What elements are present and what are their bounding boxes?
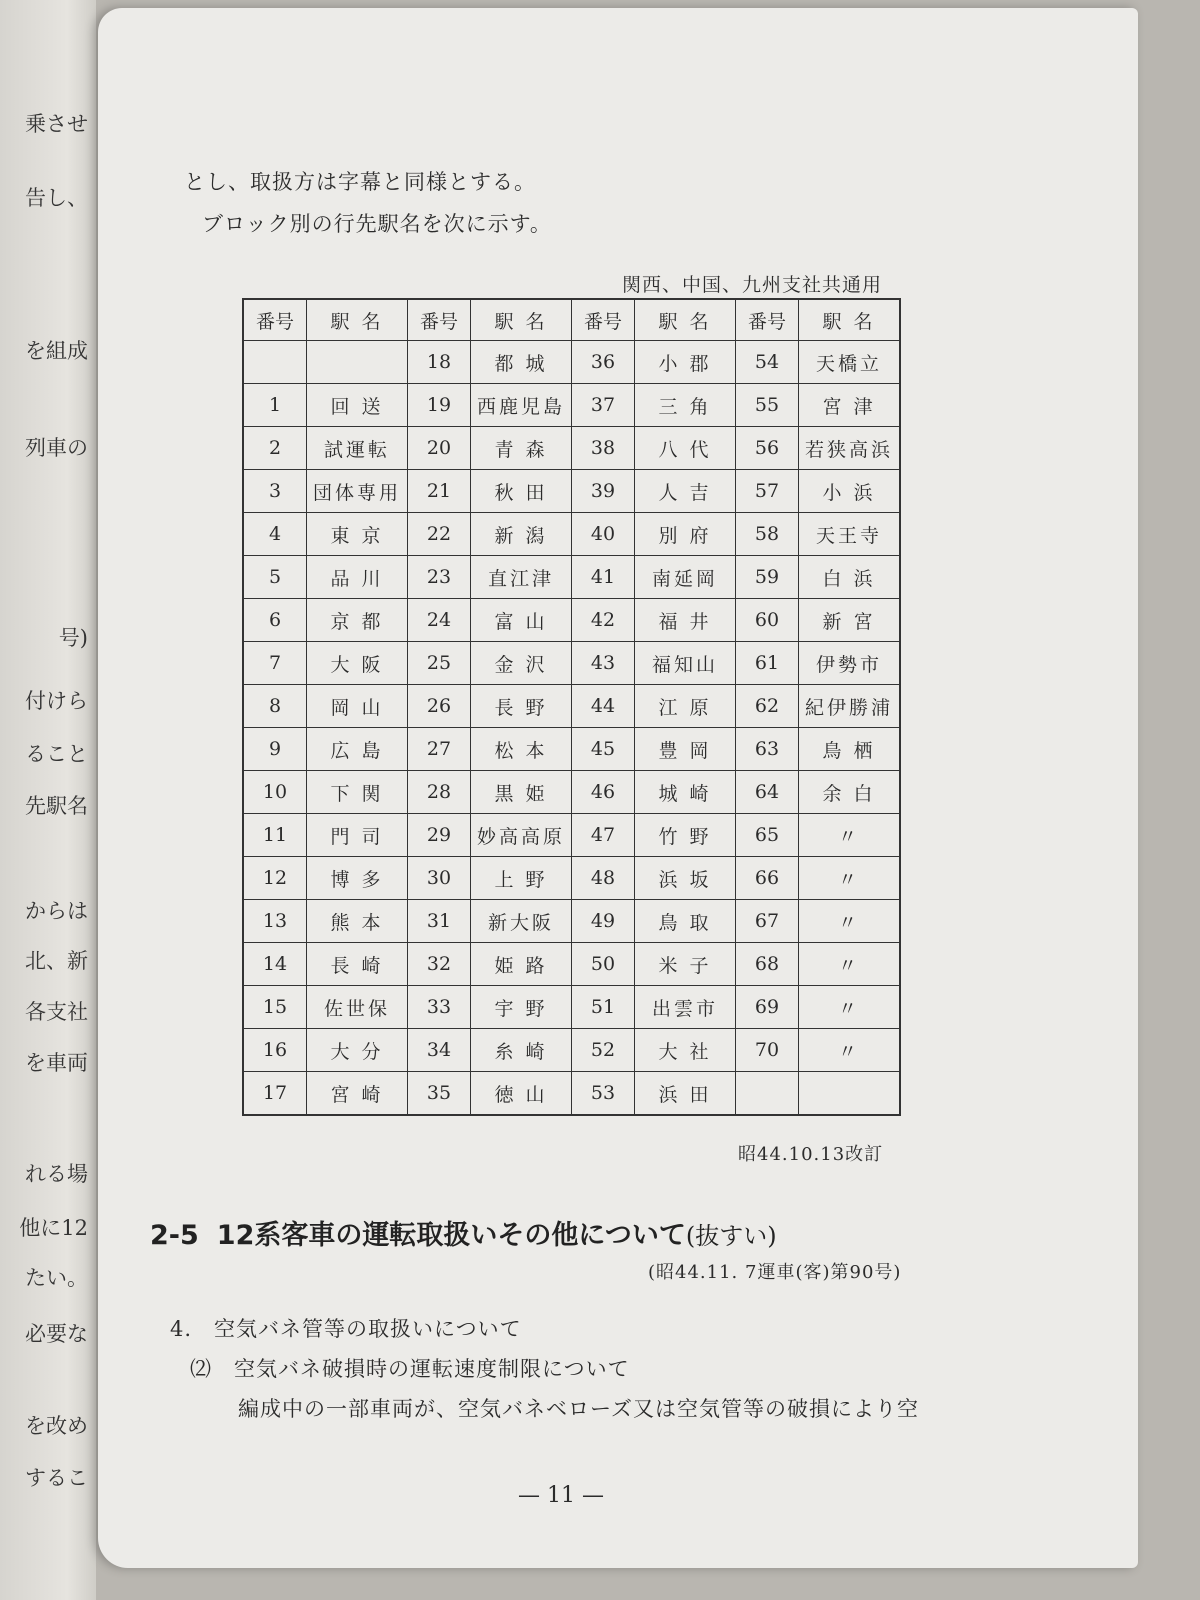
table-row <box>243 427 900 470</box>
number-cell: 52 <box>572 1029 635 1072</box>
number-cell: 51 <box>572 986 635 1029</box>
table-row <box>243 900 900 943</box>
number-cell: 41 <box>572 556 635 599</box>
left-fragment: 北、新 <box>25 949 88 973</box>
number-cell: 4 <box>243 513 307 556</box>
station-name-cell: 東 京 <box>307 513 408 556</box>
item-4-2: ⑵ 空気バネ破損時の運転速度制限について <box>190 1357 630 1381</box>
section-number: 2-5 <box>150 1220 199 1251</box>
number-cell: 68 <box>736 943 799 986</box>
number-cell: 8 <box>243 685 307 728</box>
table-row <box>243 943 900 986</box>
number-cell: 17 <box>243 1072 307 1116</box>
table-row <box>243 470 900 513</box>
station-name-cell: 博 多 <box>307 857 408 900</box>
station-name-cell: 団体専用 <box>307 470 408 513</box>
station-name-cell: 富 山 <box>471 599 572 642</box>
item-4-2-text: 編成中の一部車両が、空気バネベローズ又は空気管等の破損により空 <box>238 1397 919 1421</box>
station-name-cell: 紀伊勝浦 <box>799 685 901 728</box>
station-name-cell: 糸 崎 <box>471 1029 572 1072</box>
table-row <box>243 685 900 728</box>
left-fragment: 他に12 <box>19 1216 88 1240</box>
left-fragment: するこ <box>25 1466 88 1490</box>
station-name-cell: 浜 坂 <box>635 857 736 900</box>
table-row <box>243 1029 900 1072</box>
number-cell <box>243 341 307 384</box>
station-name-cell: 門 司 <box>307 814 408 857</box>
number-cell: 67 <box>736 900 799 943</box>
header-station-name: 駅 名 <box>307 299 408 341</box>
number-cell: 7 <box>243 642 307 685</box>
left-fragment: 各支社 <box>25 1000 88 1024</box>
document-page <box>98 8 1138 1568</box>
left-fragment: れる場 <box>25 1162 88 1186</box>
number-cell: 10 <box>243 771 307 814</box>
station-name-cell: 秋 田 <box>471 470 572 513</box>
station-name-cell: 新 潟 <box>471 513 572 556</box>
table-row <box>243 642 900 685</box>
station-name-cell: 出雲市 <box>635 986 736 1029</box>
number-cell: 59 <box>736 556 799 599</box>
left-fragment: たい。 <box>25 1266 88 1290</box>
number-cell: 16 <box>243 1029 307 1072</box>
number-cell: 21 <box>408 470 471 513</box>
station-name-cell: 大 分 <box>307 1029 408 1072</box>
station-name-cell: 熊 本 <box>307 900 408 943</box>
left-fragment: 先駅名 <box>25 794 88 818</box>
station-name-cell: 〃 <box>799 986 901 1029</box>
station-name-cell: 〃 <box>799 900 901 943</box>
number-cell: 70 <box>736 1029 799 1072</box>
number-cell: 19 <box>408 384 471 427</box>
station-name-cell: 回 送 <box>307 384 408 427</box>
number-cell: 32 <box>408 943 471 986</box>
left-fragment: からは <box>25 899 88 923</box>
header-station-name: 駅 名 <box>799 299 901 341</box>
number-cell: 69 <box>736 986 799 1029</box>
number-cell: 57 <box>736 470 799 513</box>
table-row <box>243 728 900 771</box>
table-header-row <box>243 299 900 341</box>
station-name-cell: 広 島 <box>307 728 408 771</box>
number-cell: 5 <box>243 556 307 599</box>
header-number: 番号 <box>736 299 799 341</box>
station-name-cell: 佐世保 <box>307 986 408 1029</box>
station-name-cell: 天王寺 <box>799 513 901 556</box>
number-cell: 29 <box>408 814 471 857</box>
station-name-cell: 米 子 <box>635 943 736 986</box>
revision-note: 昭44.10.13改訂 <box>738 1144 884 1165</box>
header-station-name: 駅 名 <box>635 299 736 341</box>
station-name-cell: 小 浜 <box>799 470 901 513</box>
station-name-cell: 豊 岡 <box>635 728 736 771</box>
number-cell: 34 <box>408 1029 471 1072</box>
number-cell: 58 <box>736 513 799 556</box>
station-name-cell: 姫 路 <box>471 943 572 986</box>
left-facing-page <box>0 0 96 1600</box>
station-name-cell: 鳥 取 <box>635 900 736 943</box>
number-cell: 11 <box>243 814 307 857</box>
header-number: 番号 <box>243 299 307 341</box>
station-name-cell: 伊勢市 <box>799 642 901 685</box>
station-name-cell: 福 井 <box>635 599 736 642</box>
number-cell: 25 <box>408 642 471 685</box>
table-row <box>243 986 900 1029</box>
station-name-cell: 大 社 <box>635 1029 736 1072</box>
number-cell: 36 <box>572 341 635 384</box>
left-fragment: を組成 <box>25 339 88 363</box>
station-name-cell: 〃 <box>799 943 901 986</box>
station-name-cell: 江 原 <box>635 685 736 728</box>
number-cell: 35 <box>408 1072 471 1116</box>
header-number: 番号 <box>408 299 471 341</box>
station-name-cell: 南延岡 <box>635 556 736 599</box>
number-cell: 40 <box>572 513 635 556</box>
station-name-cell: 宮 津 <box>799 384 901 427</box>
station-name-cell: 金 沢 <box>471 642 572 685</box>
left-fragment: を車両 <box>25 1051 88 1075</box>
header-number: 番号 <box>572 299 635 341</box>
number-cell: 55 <box>736 384 799 427</box>
left-fragment: 付けら <box>25 689 88 713</box>
number-cell: 62 <box>736 685 799 728</box>
station-name-cell: 人 吉 <box>635 470 736 513</box>
left-fragment: 乗させ <box>25 112 88 136</box>
left-fragment: 号) <box>58 626 88 650</box>
table-row <box>243 513 900 556</box>
station-name-cell: 下 関 <box>307 771 408 814</box>
number-cell: 28 <box>408 771 471 814</box>
station-name-cell: 上 野 <box>471 857 572 900</box>
station-name-cell: 〃 <box>799 1029 901 1072</box>
number-cell: 26 <box>408 685 471 728</box>
number-cell: 47 <box>572 814 635 857</box>
number-cell: 65 <box>736 814 799 857</box>
number-cell: 60 <box>736 599 799 642</box>
station-name-cell: 宇 野 <box>471 986 572 1029</box>
section-reference: (昭44.11. 7運車(客)第90号) <box>648 1262 902 1283</box>
table-row <box>243 857 900 900</box>
number-cell <box>736 1072 799 1116</box>
station-name-cell: 城 崎 <box>635 771 736 814</box>
station-name-cell: 三 角 <box>635 384 736 427</box>
table-row <box>243 341 900 384</box>
station-name-cell: 〃 <box>799 814 901 857</box>
number-cell: 30 <box>408 857 471 900</box>
station-name-cell: 都 城 <box>471 341 572 384</box>
number-cell: 22 <box>408 513 471 556</box>
number-cell: 45 <box>572 728 635 771</box>
number-cell: 48 <box>572 857 635 900</box>
station-name-cell: 竹 野 <box>635 814 736 857</box>
number-cell: 1 <box>243 384 307 427</box>
number-cell: 44 <box>572 685 635 728</box>
station-name-cell: 白 浜 <box>799 556 901 599</box>
station-name-cell: 西鹿児島 <box>471 384 572 427</box>
table-row <box>243 771 900 814</box>
section-title: 12系客車の運転取扱いその他について <box>216 1220 686 1251</box>
number-cell: 13 <box>243 900 307 943</box>
station-name-cell: 長 野 <box>471 685 572 728</box>
station-name-cell: 若狭高浜 <box>799 427 901 470</box>
number-cell: 54 <box>736 341 799 384</box>
station-name-cell: 新 宮 <box>799 599 901 642</box>
item-4: 4. 空気バネ管等の取扱いについて <box>170 1317 522 1341</box>
number-cell: 31 <box>408 900 471 943</box>
number-cell: 38 <box>572 427 635 470</box>
left-fragment: 列車の <box>25 436 88 460</box>
station-name-cell: 余 白 <box>799 771 901 814</box>
number-cell: 3 <box>243 470 307 513</box>
number-cell: 46 <box>572 771 635 814</box>
station-name-cell: 宮 崎 <box>307 1072 408 1116</box>
station-name-cell: 浜 田 <box>635 1072 736 1116</box>
station-name-cell: 品 川 <box>307 556 408 599</box>
header-station-name: 駅 名 <box>471 299 572 341</box>
number-cell: 42 <box>572 599 635 642</box>
station-name-cell: 小 郡 <box>635 341 736 384</box>
left-fragment: ること <box>25 742 88 766</box>
left-fragment: 告し、 <box>25 186 88 210</box>
station-name-cell: 八 代 <box>635 427 736 470</box>
number-cell: 15 <box>243 986 307 1029</box>
station-name-cell: 妙高高原 <box>471 814 572 857</box>
station-name-cell: 岡 山 <box>307 685 408 728</box>
number-cell: 37 <box>572 384 635 427</box>
number-cell: 43 <box>572 642 635 685</box>
table-row <box>243 1072 900 1116</box>
number-cell: 27 <box>408 728 471 771</box>
station-name-cell: 京 都 <box>307 599 408 642</box>
number-cell: 33 <box>408 986 471 1029</box>
intro-line-1: とし、取扱方は字幕と同様とする。 <box>184 170 536 194</box>
left-fragment: を改め <box>25 1414 88 1438</box>
station-name-cell: 別 府 <box>635 513 736 556</box>
station-name-cell: 直江津 <box>471 556 572 599</box>
number-cell: 6 <box>243 599 307 642</box>
station-name-cell <box>799 1072 901 1116</box>
station-name-cell: 〃 <box>799 857 901 900</box>
station-name-cell: 長 崎 <box>307 943 408 986</box>
station-name-cell: 鳥 栖 <box>799 728 901 771</box>
table-row <box>243 814 900 857</box>
number-cell: 66 <box>736 857 799 900</box>
number-cell: 9 <box>243 728 307 771</box>
number-cell: 20 <box>408 427 471 470</box>
number-cell: 18 <box>408 341 471 384</box>
section-heading <box>150 1213 777 1252</box>
table-row <box>243 556 900 599</box>
table-caption: 関西、中国、九州支社共通用 <box>622 274 883 296</box>
number-cell: 50 <box>572 943 635 986</box>
number-cell: 39 <box>572 470 635 513</box>
station-name-cell: 黒 姫 <box>471 771 572 814</box>
number-cell: 23 <box>408 556 471 599</box>
number-cell: 56 <box>736 427 799 470</box>
number-cell: 49 <box>572 900 635 943</box>
number-cell: 63 <box>736 728 799 771</box>
number-cell: 53 <box>572 1072 635 1116</box>
number-cell: 61 <box>736 642 799 685</box>
station-name-cell <box>307 341 408 384</box>
number-cell: 12 <box>243 857 307 900</box>
destination-station-table <box>242 298 901 1116</box>
station-name-cell: 試運転 <box>307 427 408 470</box>
number-cell: 14 <box>243 943 307 986</box>
station-name-cell: 天橋立 <box>799 341 901 384</box>
station-name-cell: 大 阪 <box>307 642 408 685</box>
number-cell: 24 <box>408 599 471 642</box>
number-cell: 64 <box>736 771 799 814</box>
station-name-cell: 新大阪 <box>471 900 572 943</box>
table-row <box>243 384 900 427</box>
station-name-cell: 松 本 <box>471 728 572 771</box>
intro-line-2: ブロック別の行先駅名を次に示す。 <box>202 212 552 236</box>
station-name-cell: 徳 山 <box>471 1072 572 1116</box>
number-cell: 2 <box>243 427 307 470</box>
section-subtitle: (抜すい) <box>685 1222 777 1250</box>
table-row <box>243 599 900 642</box>
station-name-cell: 福知山 <box>635 642 736 685</box>
page-number: — 11 — <box>518 1483 604 1508</box>
left-fragment: 必要な <box>25 1322 88 1346</box>
station-name-cell: 青 森 <box>471 427 572 470</box>
